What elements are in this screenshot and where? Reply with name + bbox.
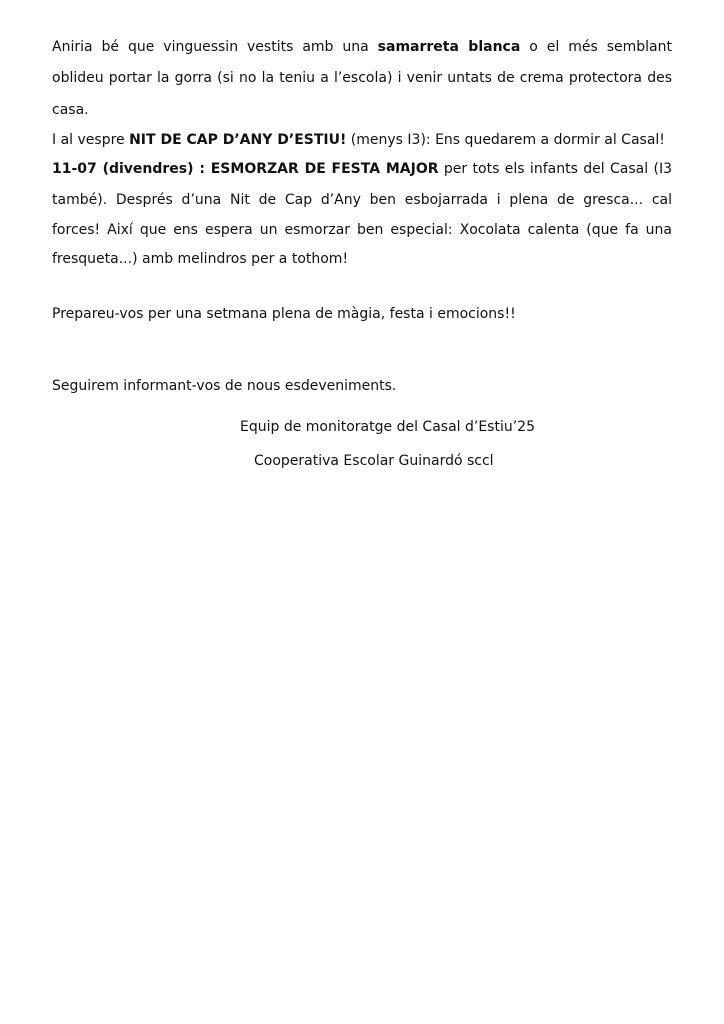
paragraph-line — [52, 131, 665, 149]
text-run: per tots els infants del Casal (I3 — [438, 161, 672, 177]
paragraph-line: casa. — [52, 102, 89, 118]
paragraph-line: també). Després d’una Nit de Cap d’Any ben esbojarrada i plena de gresca... cal — [52, 192, 672, 208]
signature-organization: Cooperativa Escolar Guinardó sccl — [254, 453, 494, 469]
paragraph-line: oblideu portar la gorra (si no la teniu a l’escola) i venir untats de crema protectora des — [52, 70, 672, 86]
bold-text-run: samarreta blanca — [377, 39, 521, 55]
paragraph-line: Prepareu-vos per una setmana plena de màgia, festa i emocions!! — [52, 306, 516, 322]
paragraph-line: Seguirem informant-vos de nous esdeveniments. — [52, 378, 397, 394]
text-run: I al vespre — [52, 132, 130, 148]
text-run: o el més semblant — [529, 39, 672, 55]
paragraph-line — [52, 160, 672, 178]
paragraph-line: fresqueta...) amb melindros per a tothom! — [52, 251, 349, 267]
paragraph-line: forces! Així que ens espera un esmorzar ben especial: Xocolata calenta (que fa una — [52, 222, 672, 238]
text-run: Aniria bé que vinguessin vestits amb una — [52, 39, 378, 55]
signature-team: Equip de monitoratge del Casal d’Estiu’25 — [240, 419, 535, 435]
paragraph-line — [52, 38, 672, 56]
bold-text-run: 11-07 (divendres) : ESMORZAR DE FESTA MAJOR — [52, 161, 439, 177]
bold-text-run: NIT DE CAP D’ANY D’ESTIU! — [129, 132, 347, 148]
text-run: (menys I3): Ens quedarem a dormir al Casal! — [346, 132, 665, 148]
